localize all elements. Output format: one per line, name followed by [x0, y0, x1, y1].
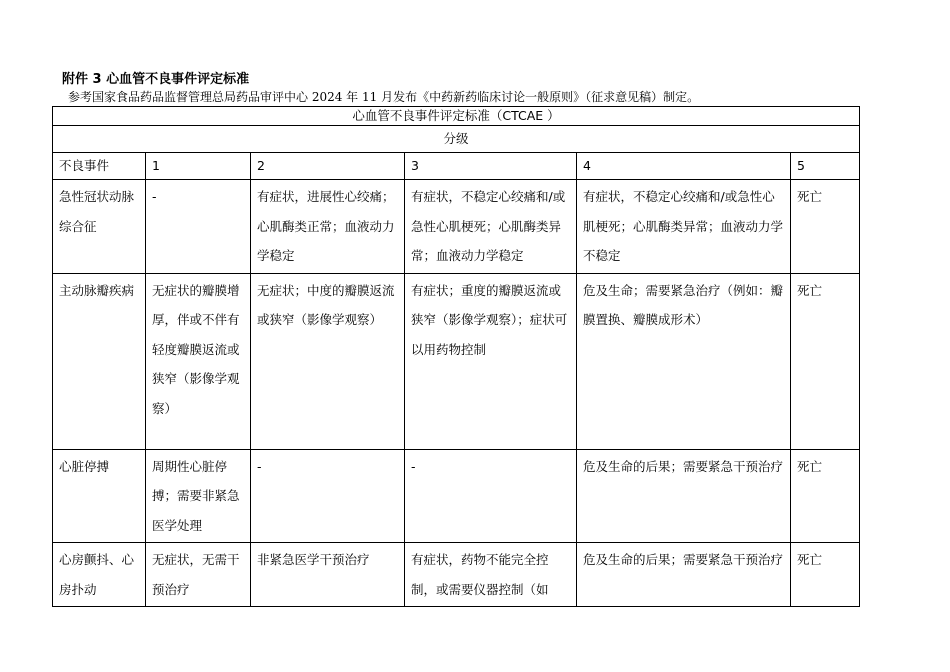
document-heading: 附件 3 心血管不良事件评定标准 [62, 72, 250, 87]
cell-grade-4: 危及生命的后果；需要紧急干预治疗 [577, 543, 791, 607]
cell-grade-2: 有症状，进展性心绞痛；心肌酶类正常；血液动力学稳定 [251, 180, 405, 274]
column-header-grade-1: 1 [146, 153, 251, 180]
cell-grade-3: 有症状；重度的瓣膜返流或狭窄（影像学观察）；症状可以用药物控制 [405, 273, 577, 449]
cell-grade-3: - [405, 449, 577, 543]
cell-grade-2: 无症状；中度的瓣膜返流或狭窄（影像学观察） [251, 273, 405, 449]
column-header-grade-4: 4 [577, 153, 791, 180]
cell-grade-1: 无症状的瓣膜增厚，伴或不伴有轻度瓣膜返流或狭窄（影像学观察） [146, 273, 251, 449]
table-title-row [53, 107, 860, 126]
cell-grade-3: 有症状，不稳定心绞痛和/或急性心肌梗死；心肌酶类异常；血液动力学稳定 [405, 180, 577, 274]
cell-grade-5: 死亡 [791, 180, 860, 274]
cell-event: 心脏停搏 [53, 449, 146, 543]
cell-grade-2: 非紧急医学干预治疗 [251, 543, 405, 607]
adverse-event-grading-table [52, 106, 860, 607]
cell-grade-1: 周期性心脏停搏；需要非紧急医学处理 [146, 449, 251, 543]
cell-grade-4: 危及生命的后果；需要紧急干预治疗 [577, 449, 791, 543]
cell-grade-5: 死亡 [791, 449, 860, 543]
cell-grade-4: 危及生命；需要紧急治疗（例如：瓣膜置换、瓣膜成形术） [577, 273, 791, 449]
document-subtitle: 参考国家食品药品监督管理总局药品审评中心 2024 年 11 月发布《中药新药临床讨论一般原则》（征求意见稿）制定。 [68, 90, 700, 104]
grade-header: 分级 [53, 126, 860, 153]
table-row [53, 449, 860, 543]
column-header-event: 不良事件 [53, 153, 146, 180]
table-row [53, 273, 860, 449]
cell-grade-1: 无症状，无需干预治疗 [146, 543, 251, 607]
table-row [53, 543, 860, 607]
cell-grade-5: 死亡 [791, 273, 860, 449]
cell-grade-4: 有症状，不稳定心绞痛和/或急性心肌梗死；心肌酶类异常；血液动力学不稳定 [577, 180, 791, 274]
column-header-row [53, 153, 860, 180]
column-header-grade-5: 5 [791, 153, 860, 180]
column-header-grade-2: 2 [251, 153, 405, 180]
column-header-grade-3: 3 [405, 153, 577, 180]
cell-grade-1: - [146, 180, 251, 274]
cell-event: 心房颤抖、心房扑动 [53, 543, 146, 607]
cell-event: 急性冠状动脉综合征 [53, 180, 146, 274]
cell-grade-2: - [251, 449, 405, 543]
table-title: 心血管不良事件评定标准（CTCAE ） [53, 107, 860, 126]
table-row [53, 180, 860, 274]
cell-event: 主动脉瓣疾病 [53, 273, 146, 449]
cell-grade-3: 有症状，药物不能完全控制，或需要仪器控制（如 [405, 543, 577, 607]
cell-grade-5: 死亡 [791, 543, 860, 607]
grade-header-row [53, 126, 860, 153]
